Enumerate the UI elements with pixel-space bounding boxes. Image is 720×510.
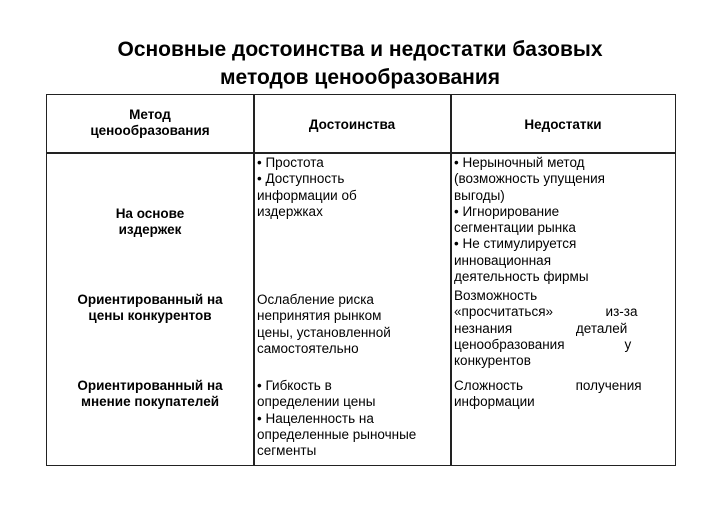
column-divider bbox=[450, 95, 452, 465]
row-1-disadvantages: • Нерыночный метод (возможность упущения выгоды) • Игнорирование сегментации рынка • Не стимулируется инновационная деятельность фирмы bbox=[454, 155, 605, 285]
slide-title-line-1: Основные достоинства и недостатки базовых bbox=[117, 38, 603, 61]
pricing-methods-table bbox=[46, 94, 676, 466]
slide-title-line-2: методов ценообразования bbox=[220, 66, 500, 89]
header-disadvantages: Недостатки bbox=[524, 117, 602, 132]
header-advantages: Достоинства bbox=[308, 117, 396, 132]
row-3-advantages: • Гибкость в определении цены • Нацеленность на определенные рыночные сегменты bbox=[257, 378, 417, 459]
row-3-method: Ориентированный на мнение покупателей bbox=[77, 378, 223, 410]
row-2-disadvantages: Возможность «просчитаться» из-за незнания деталей ценообразования у конкурентов bbox=[454, 288, 638, 369]
row-1-advantages: • Простота • Доступность информации об издержках bbox=[257, 155, 357, 219]
header-divider bbox=[47, 152, 675, 154]
row-1-method: На основе издержек bbox=[115, 206, 185, 238]
row-2-advantages: Ослабление риска непринятия рынком цены, установленной самостоятельно bbox=[257, 292, 391, 356]
row-3-disadvantages: Сложность получения информации bbox=[454, 378, 642, 410]
column-divider bbox=[253, 95, 255, 465]
header-method: Метод ценообразования bbox=[90, 107, 210, 139]
row-2-method: Ориентированный на цены конкурентов bbox=[77, 292, 223, 324]
